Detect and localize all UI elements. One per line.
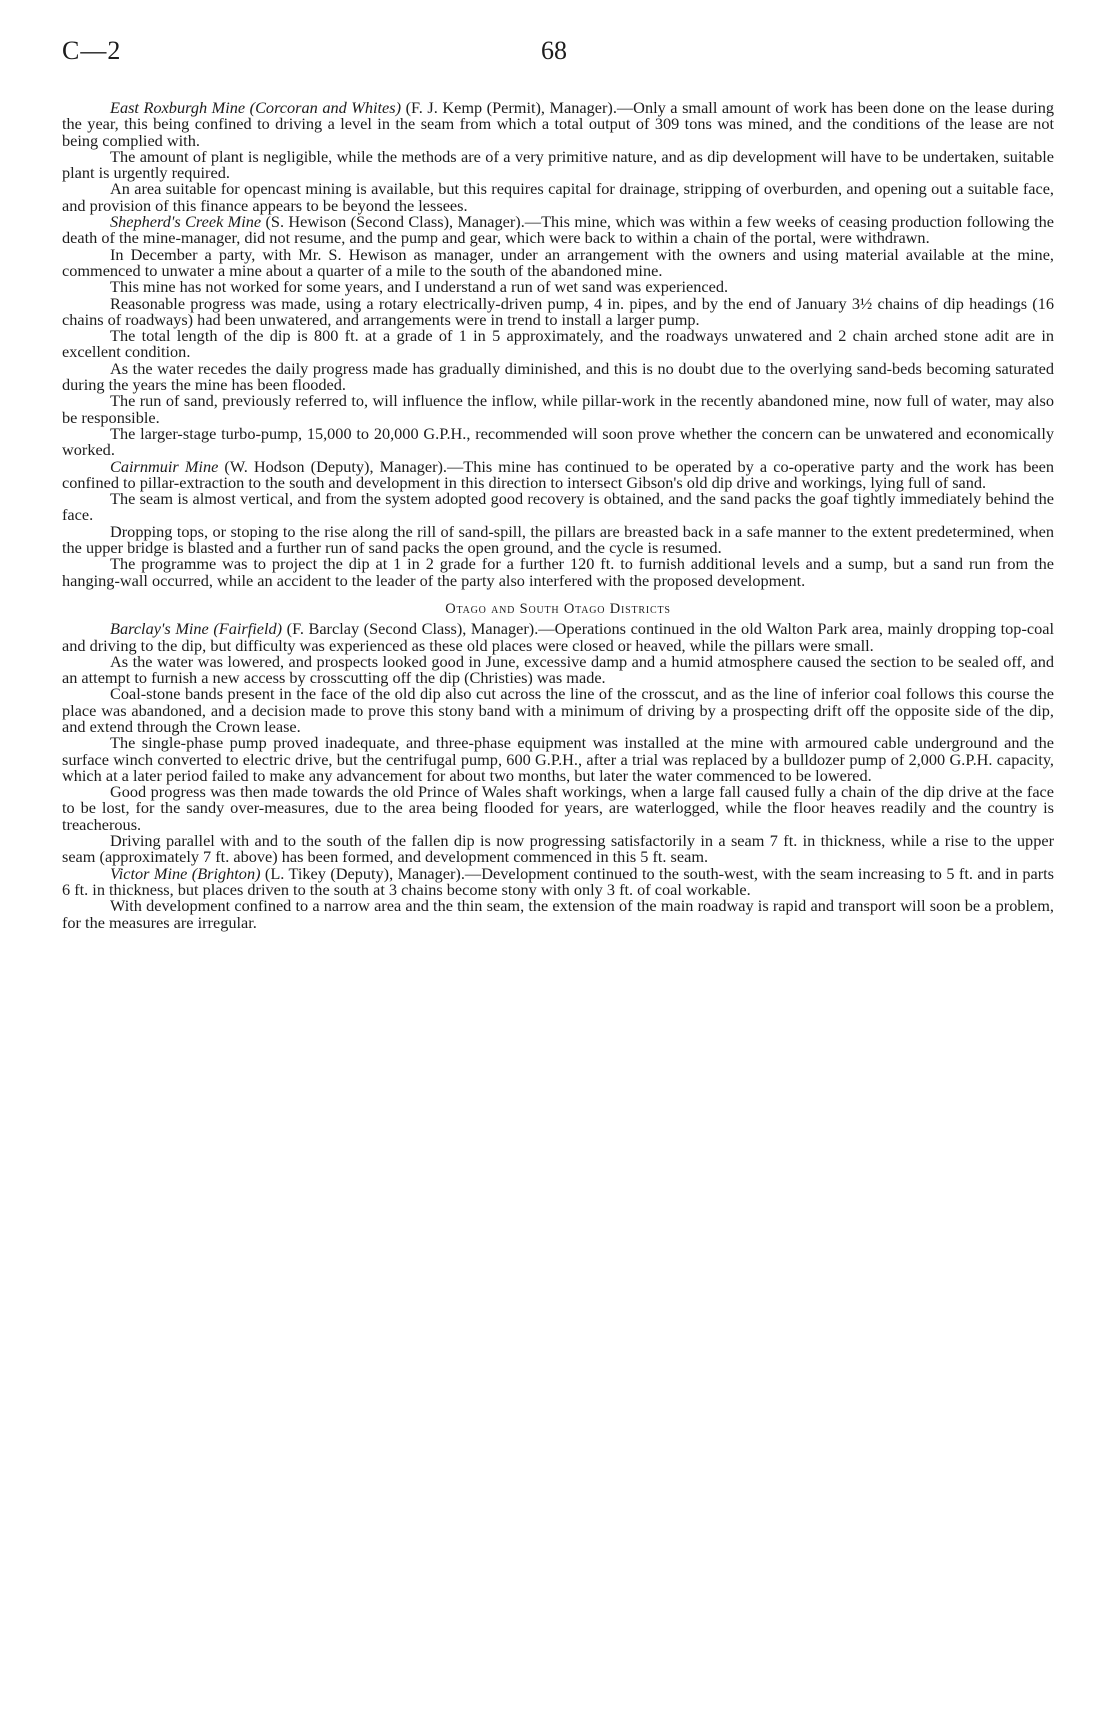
mine-name: East Roxburgh Mine (Corcoran and Whites) bbox=[110, 98, 402, 117]
paragraph bbox=[62, 784, 1054, 833]
paragraph bbox=[62, 686, 1054, 735]
paragraph bbox=[62, 423, 1054, 460]
mine-name: Cairnmuir Mine bbox=[110, 456, 219, 476]
paragraph-text: (F. Barclay (Second Class), Manager).—Operations continued in the old Walton Park area, mainly dropping top-coal and driving to the dip, but difficulty was experienced as these old places were closed or heaved, while the pillars were small. bbox=[62, 619, 1054, 655]
paragraph-text: In December a party, with Mr. S. Hewison as manager, under an arrangement with the owners and using material available at the mine, commenced to unwater a mine about a quarter of a mile to the south of the abandoned mine. bbox=[62, 244, 1054, 280]
paragraph bbox=[62, 651, 1054, 688]
paragraph-text: The single-phase pump proved inadequate, and three-phase equipment was installed at the mine with armoured cable underground and the surface winch converted to electric drive, but the centrifugal pump, 600 G.P.H., after a trial was replaced by a bulldozer pump of 2,000 G.P.H. capacity, which at a later period failed to make any advancement for about two months, but later the water commenced to be lowered. bbox=[62, 733, 1054, 785]
paragraph bbox=[62, 181, 1054, 214]
paragraph bbox=[62, 521, 1054, 558]
paragraph bbox=[62, 456, 1054, 492]
paragraph-text: An area suitable for opencast mining is available, but this requires capital for drainage, stripping of overburden, and opening out a suitable face, and provision of this finance appears to be beyond the lessees. bbox=[62, 179, 1054, 215]
paragraph-text: The total length of the dip is 800 ft. at a grade of 1 in 5 approximately, and the roadways unwatered and 2 chain arched stone adit are in excellent condition. bbox=[62, 326, 1054, 362]
paragraph bbox=[62, 621, 1054, 654]
paragraph-text: Driving parallel with and to the south of the fallen dip is now progressing satisfactorily in a seam 7 ft. in thickness, while a rise to the upper seam (approximately 7 ft. above) has been formed, and development commenced in this 5 ft. seam. bbox=[62, 831, 1054, 867]
paragraph-text: The larger-stage turbo-pump, 15,000 to 20,000 G.P.H., recommended will soon prove whether the concern can be unwatered and economically worked. bbox=[62, 423, 1054, 460]
paragraph-text: With development confined to a narrow area and the thin seam, the extension of the main roadway is rapid and transport will soon be a problem, for the measures are irregular. bbox=[62, 896, 1054, 932]
paragraph-text: (S. Hewison (Second Class), Manager).—This mine, which was within a few weeks of ceasing production following the death of the mine-manager, did not resume, and the pump and gear, which were back to within a chain of the portal, were withdrawn. bbox=[62, 212, 1054, 248]
paragraph bbox=[62, 293, 1054, 329]
page-number: 68 bbox=[541, 36, 567, 65]
paragraph-text: This mine has not worked for some years, and I understand a run of wet sand was experienced. bbox=[110, 277, 729, 297]
paragraph bbox=[62, 214, 1054, 247]
paragraph-text: (F. J. Kemp (Permit), Manager).—Only a small amount of work has been done on the lease during the year, this being confined to driving a level in the seam from which a total output of 309 tons was mined, and the conditions of the lease are not being complied with. bbox=[62, 98, 1054, 150]
paragraph bbox=[62, 898, 1054, 931]
paragraph-text: The programme was to project the dip at 1 in 2 grade for a further 120 ft. to furnish additional levels and a sump, but a sand run from the hanging-wall occurred, while an accident to the leader of the party also interfered with the proposed development. bbox=[62, 554, 1054, 590]
paragraph-text: (W. Hodson (Deputy), Manager).—This mine has continued to be operated by a co-operative party and the work has been confined to pillar-extraction to the south and development in this direction to intersect Gibson's old dip drive and workings, lying full of sand. bbox=[62, 456, 1054, 492]
paragraph bbox=[62, 244, 1054, 280]
paragraph-text: The seam is almost vertical, and from the system adopted good recovery is obtained, and the sand packs the goaf tightly immediately behind the face. bbox=[62, 489, 1054, 525]
paragraph-text: Reasonable progress was made, using a rotary electrically-driven pump, 4 in. pipes, and by the end of January 3½ chains of dip headings (16 chains of roadways) had been unwatered, and arrangements were in trend to install a larger pump. bbox=[62, 293, 1054, 329]
paragraph bbox=[62, 328, 1054, 361]
mine-name: Victor Mine (Brighton) bbox=[110, 863, 261, 883]
paragraph-text: The amount of plant is negligible, while the methods are of a very primitive nature, and as dip development will have to be undertaken, suitable plant is urgently required. bbox=[62, 146, 1054, 183]
paragraph-text: (L. Tikey (Deputy), Manager).—Development continued to the south-west, with the seam increasing to 5 ft. and in parts 6 ft. in thickness, but places driven to the south at 3 chains become stony with only 3 ft. of coal workable. bbox=[62, 863, 1054, 899]
paragraph-text: The run of sand, previously referred to, will influence the inflow, while pillar-work in the recently abandoned mine, now full of water, may also be responsible. bbox=[62, 391, 1054, 427]
mine-name: Barclay's Mine (Fairfield) bbox=[110, 619, 283, 639]
paragraph bbox=[62, 100, 1054, 149]
paragraph bbox=[62, 393, 1054, 426]
paragraph-text: Dropping tops, or stoping to the rise along the rill of sand-spill, the pillars are breasted back in a safe manner to the extent predetermined, when the upper bridge is blasted and a further run of sand packs the open ground, and the cycle is resumed. bbox=[62, 521, 1054, 558]
paragraph bbox=[62, 556, 1054, 589]
paragraph-text: As the water recedes the daily progress made has gradually diminished, and this is no doubt due to the overlying sand-beds becoming saturated during the years the mine has been flooded. bbox=[62, 358, 1054, 395]
paragraph bbox=[62, 863, 1054, 899]
paragraph-text: As the water was lowered, and prospects looked good in June, excessive damp and a humid atmosphere caused the section to be sealed off, and an attempt to furnish a new access by crosscutting off the dip (Christies) was made. bbox=[62, 651, 1054, 688]
paragraph-text: Good progress was then made towards the old Prince of Wales shaft workings, when a large fall caused fully a chain of the dip drive at the face to be lost, for the sandy over-measures, due to the area being flooded for years, are waterlogged, while the floor heaves readily and the country is treacherous. bbox=[62, 782, 1054, 834]
section-code: C—2 bbox=[62, 36, 122, 65]
section-heading: Otago and South Otago Districts bbox=[445, 600, 671, 617]
paragraph bbox=[62, 146, 1054, 183]
mine-name: Shepherd's Creek Mine bbox=[110, 212, 262, 232]
paragraph bbox=[62, 491, 1054, 524]
paragraph-text: Coal-stone bands present in the face of the old dip also cut across the line of the crosscut, and as the line of inferior coal follows this course the place was abandoned, and a decision made to prove this stony band with a minimum of driving by a prospecting drift off the opposite side of the dip, and extend through the Crown lease. bbox=[62, 684, 1054, 736]
paragraph bbox=[62, 833, 1054, 866]
paragraph bbox=[62, 358, 1054, 395]
paragraph bbox=[62, 735, 1054, 784]
body-text bbox=[62, 100, 1054, 931]
